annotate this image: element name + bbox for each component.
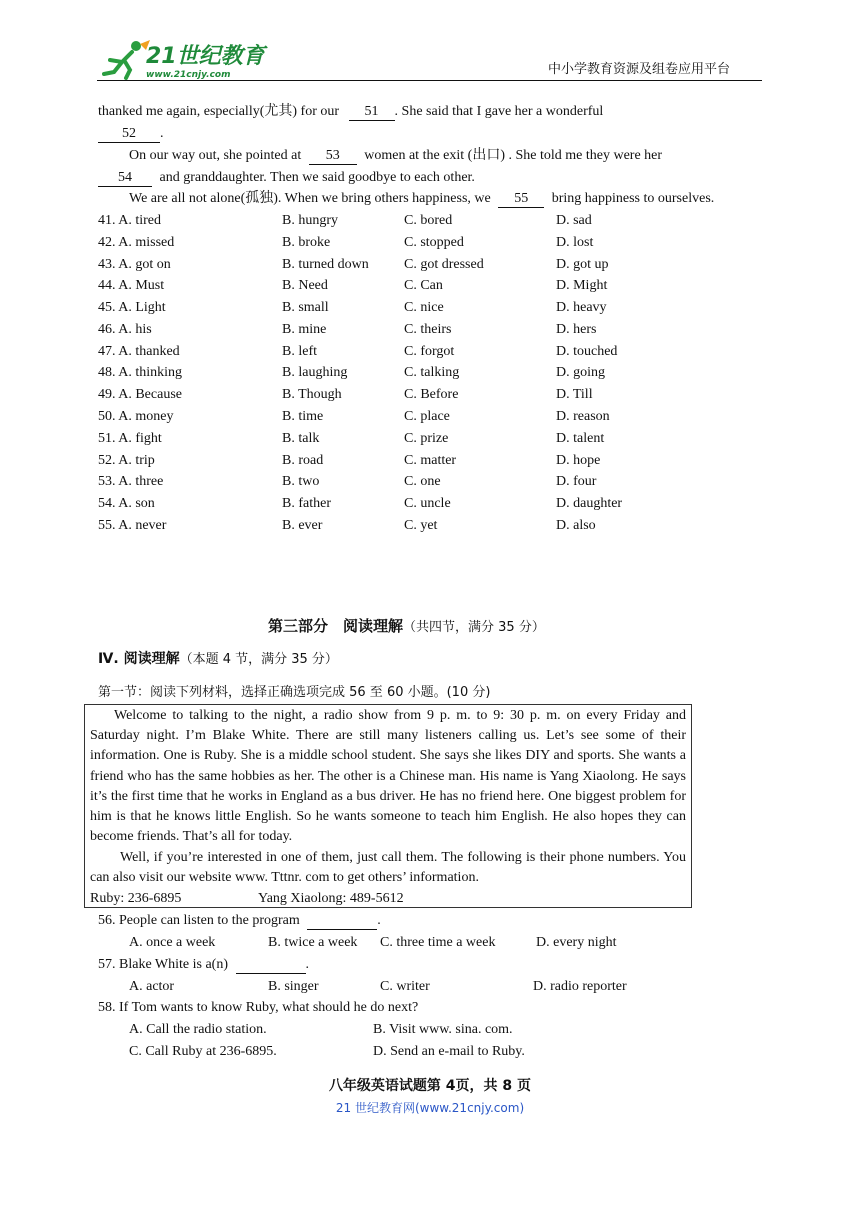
question-57-stem: 57. Blake White is a(n) . — [98, 957, 309, 972]
blank-55: 55 — [498, 191, 544, 208]
question-57-options: A. actor B. singer C. writer D. radio reporter — [129, 979, 627, 994]
answer-blank — [307, 913, 377, 930]
option-row: 45. A. Light B. small C. nice D. heavy — [98, 300, 607, 315]
question-56-stem: 56. People can listen to the program . — [98, 913, 381, 928]
header-divider — [97, 80, 762, 81]
option-row: 46. A. his B. mine C. theirs D. hers — [98, 322, 597, 337]
cloze-line-1: thanked me again, especially(尤其) for our 51 . She said that I gave her a wonderful — [98, 104, 604, 119]
option-row: 43. A. got on B. turned down C. got dressed D. got up — [98, 257, 609, 272]
cloze-line-5: We are all not alone(孤独). When we bring others happiness, we 55 bring happiness to ourselves. — [129, 191, 715, 206]
question-58-options-2: C. Call Ruby at 236-6895. D. Send an e-mail to Ruby. — [129, 1044, 525, 1059]
option-row: 47. A. thanked B. left C. forgot D. touched — [98, 344, 618, 359]
phone-yang: Yang Xiaolong: 489-5612 — [258, 891, 404, 906]
part-title: 第三部分 阅读理解（共四节，满分 35 分） — [268, 617, 545, 635]
question-58-stem: 58. If Tom wants to know Ruby, what should he do next? — [98, 1000, 419, 1015]
cloze-line-3: On our way out, she pointed at 53 women at the exit (出口) . She told me they were her — [129, 148, 663, 163]
option-row: 52. A. trip B. road C. matter D. hope — [98, 453, 601, 468]
section-heading: Ⅳ. 阅读理解（本题 4 节，满分 35 分） — [98, 651, 338, 667]
blank-51: 51 — [349, 104, 395, 121]
logo-url: www.21cnjy.com — [146, 70, 231, 80]
platform-name: 中小学教育资源及组卷应用平台 — [548, 62, 731, 77]
cloze-line-2: 52 . — [98, 125, 164, 143]
page-number: 八年级英语试题第 4页，共 8 页 — [328, 1078, 532, 1094]
option-row: 55. A. never B. ever C. yet D. also — [98, 518, 596, 533]
option-row: 49. A. Because B. Though C. Before D. Till — [98, 387, 593, 402]
blank-53: 53 — [309, 148, 357, 165]
option-row: 50. A. money B. time C. place D. reason — [98, 409, 610, 424]
phone-ruby: Ruby: 236-6895 — [90, 891, 182, 906]
option-row: 41. A. tired B. hungry C. bored D. sad — [98, 213, 592, 228]
question-56-options: A. once a week B. twice a week C. three time a week D. every night — [129, 935, 617, 950]
option-row: 48. A. thinking B. laughing C. talking D. going — [98, 365, 605, 380]
option-row: 42. A. missed B. broke C. stopped D. lost — [98, 235, 594, 250]
subsection-instruction: 第一节：阅读下列材料，选择正确选项完成 56 至 60 小题。(10 分) — [98, 685, 491, 700]
blank-54: 54 — [98, 170, 152, 187]
runner-logo-icon — [96, 40, 152, 80]
option-row: 44. A. Must B. Need C. Can D. Might — [98, 278, 608, 293]
option-row: 51. A. fight B. talk C. prize D. talent — [98, 431, 605, 446]
passage-paragraph-2: Well, if you’re interested in one of them, just call them. The following is their phone numbers. You can also visit our website www. Tttnr. com to get others’ information. — [90, 850, 686, 886]
passage-paragraph-1: Welcome to talking to the night, a radio show from 9 p. m. to 9: 30 p. m. on every Friday and Saturday night. I’m Blake White. There are still many listeners calling us. Let’s see some of their information. One is Ruby. She is a middle school student. She says she likes DIY and sports. She wants a friend who has the same hobbies as her. The other is a Chinese man. His name is Yang Xiaolong. He says it’s the first time that he works in England as a bus driver. He has no friend here. One biggest problem for him is that he knows little English. So he wants someone to teach him English. He also hopes they can become friends. That’s all for today. — [90, 708, 686, 845]
option-row: 54. A. son B. father C. uncle D. daughter — [98, 496, 623, 511]
answer-blank — [236, 957, 306, 974]
footer-site: 21 世纪教育网(www.21cnjy.com) — [335, 1101, 525, 1115]
blank-52: 52 — [98, 126, 160, 143]
option-row: 53. A. three B. two C. one D. four — [98, 474, 597, 489]
cloze-line-4: 54 and granddaughter. Then we said goodbye to each other. — [98, 169, 475, 187]
logo-text: 21世纪教育 — [146, 44, 265, 69]
question-58-options-1: A. Call the radio station. B. Visit www. sina. com. — [129, 1022, 513, 1037]
